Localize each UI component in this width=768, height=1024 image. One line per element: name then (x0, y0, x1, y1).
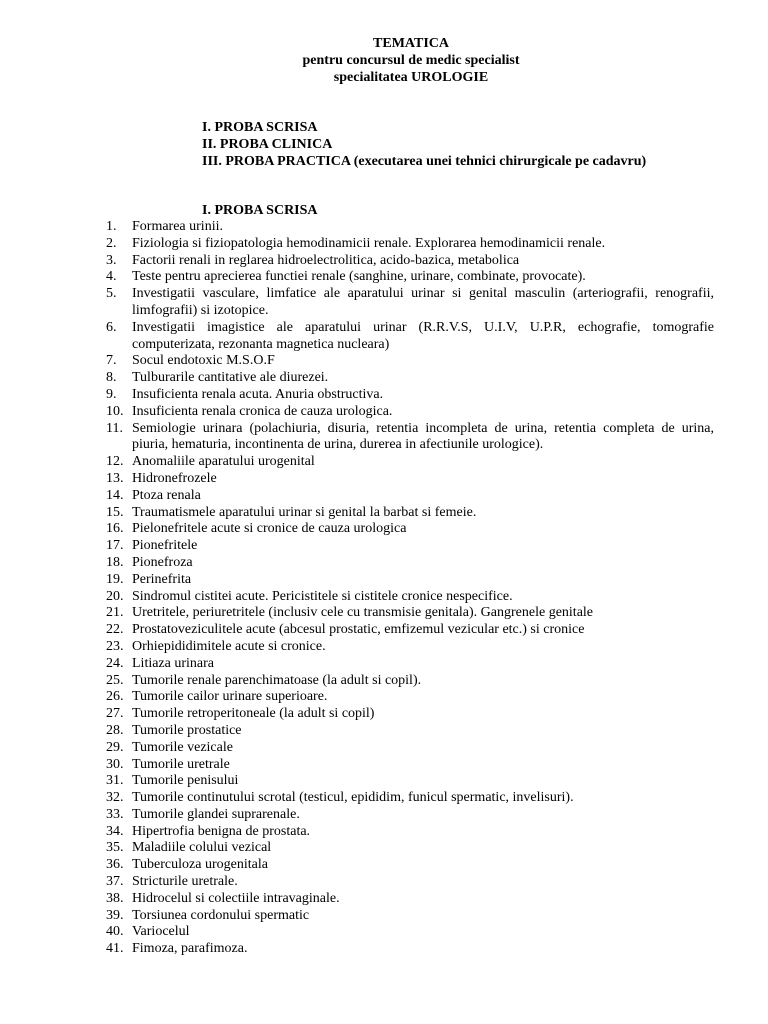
list-item-number: 32. (106, 790, 124, 806)
list-item (106, 605, 714, 622)
list-item-text: Hipertrofia benigna de prostata. (132, 823, 311, 839)
list-item (106, 656, 714, 673)
list-item-number: 7. (106, 353, 117, 369)
list-item-text: Pionefritele (132, 538, 198, 554)
exam-parts-list (202, 119, 646, 170)
list-item (106, 689, 714, 706)
list-item-number: 39. (106, 907, 124, 923)
list-item-text: Hidronefrozele (132, 470, 217, 486)
list-item (106, 219, 714, 236)
list-item-number: 16. (106, 521, 124, 537)
list-item (106, 840, 714, 857)
list-item-text: Variocelul (132, 924, 190, 940)
list-item-number: 41. (106, 941, 124, 957)
list-item-number: 25. (106, 672, 124, 688)
list-item-number: 27. (106, 706, 124, 722)
list-item (106, 589, 714, 606)
list-item-number: 33. (106, 806, 124, 822)
list-item-text: Formarea urinii. (132, 219, 223, 234)
exam-part: I. PROBA SCRISA (202, 120, 318, 135)
document-subtitle: pentru concursul de medic specialist (302, 53, 520, 68)
list-item-text: Torsiunea cordonului spermatic (132, 907, 310, 923)
list-item (106, 387, 714, 404)
list-item-text: Tuberculoza urogenitala (132, 857, 268, 873)
list-item (106, 320, 714, 354)
document-specialty: specialitatea UROLOGIE (333, 70, 489, 85)
list-item (106, 639, 714, 656)
list-item (106, 555, 714, 572)
list-item (106, 740, 714, 757)
list-item-text: Tumorile prostatice (132, 722, 242, 738)
list-item-number: 11. (106, 420, 123, 436)
list-item-text: Investigatii imagistice ale aparatului urinar (R.R.V.S, U.I.V, U.P.R, echografie, tomografie computerizata, rezonanta magnetica nucleara) (132, 319, 714, 352)
list-item-number: 29. (106, 739, 124, 755)
list-item-number: 20. (106, 588, 124, 604)
list-item-number: 36. (106, 857, 124, 873)
list-item-text: Pionefroza (132, 554, 193, 570)
list-item (106, 857, 714, 874)
list-item (106, 269, 714, 286)
list-item-number: 13. (106, 470, 124, 486)
list-item-number: 30. (106, 756, 124, 772)
list-item-text: Insuficienta renala acuta. Anuria obstructiva. (132, 386, 384, 402)
list-item-text: Pielonefritele acute si cronice de cauza urologica (132, 521, 407, 537)
list-item (106, 673, 714, 690)
section-heading: I. PROBA SCRISA (202, 203, 318, 218)
list-item-text: Hidrocelul si colectiile intravaginale. (132, 890, 340, 906)
list-item-text: Tulburarile cantitative ale diurezei. (132, 370, 329, 386)
list-item (106, 286, 714, 320)
list-item-text: Insuficienta renala cronica de cauza urologica. (132, 403, 393, 419)
list-item (106, 471, 714, 488)
list-item-number: 8. (106, 370, 117, 386)
list-item-text: Maladiile colului vezical (132, 840, 272, 856)
list-item (106, 941, 714, 958)
list-item-text: Uretritele, periuretritele (inclusiv cele cu transmisie genitala). Gangrenele genitale (132, 605, 594, 621)
list-item (106, 505, 714, 522)
list-item-number: 5. (106, 286, 117, 302)
list-item (106, 891, 714, 908)
list-item-number: 3. (106, 252, 117, 268)
list-item (106, 404, 714, 421)
list-item-number: 18. (106, 554, 124, 570)
list-item-number: 34. (106, 823, 124, 839)
list-item (106, 757, 714, 774)
list-item (106, 538, 714, 555)
list-item-number: 6. (106, 319, 117, 335)
list-item-text: Tumorile retroperitoneale (la adult si copil) (132, 706, 375, 722)
list-item-text: Semiologie urinara (polachiuria, disuria, retentia incompleta de urina, retentia completa de urina, piuria, hematuria, incontinenta de urina, durerea in afectiunile urologice). (132, 420, 714, 453)
list-item-number: 26. (106, 689, 124, 705)
list-item-number: 1. (106, 219, 117, 234)
list-item-number: 23. (106, 638, 124, 654)
list-item-number: 4. (106, 269, 117, 285)
list-item (106, 253, 714, 270)
list-item (106, 824, 714, 841)
list-item-number: 2. (106, 235, 117, 251)
list-item (106, 454, 714, 471)
document-title: TEMATICA (373, 36, 449, 51)
list-item-text: Fiziologia si fiziopatologia hemodinamicii renale. Explorarea hemodinamicii renale. (132, 235, 606, 251)
list-item-text: Fimoza, parafimoza. (132, 941, 248, 957)
list-item-number: 17. (106, 538, 124, 554)
list-item (106, 706, 714, 723)
list-item-number: 12. (106, 454, 124, 470)
list-item-text: Ptoza renala (132, 487, 201, 503)
list-item (106, 353, 714, 370)
list-item (106, 622, 714, 639)
list-item-text: Tumorile renale parenchimatoase (la adult si copil). (132, 672, 422, 688)
exam-part: III. PROBA PRACTICA (executarea unei tehnici chirurgicale pe cadavru) (202, 154, 647, 169)
list-item (106, 572, 714, 589)
list-item-text: Tumorile penisului (132, 773, 239, 789)
list-item-number: 31. (106, 773, 124, 789)
list-item-text: Stricturile uretrale. (132, 874, 238, 890)
list-item (106, 908, 714, 925)
topic-list (106, 219, 714, 958)
list-item-text: Prostatoveziculitele acute (abcesul prostatic, emfizemul vezicular etc.) si cronice (132, 622, 585, 638)
list-item-text: Tumorile cailor urinare superioare. (132, 689, 328, 705)
list-item-text: Tumorile continutului scrotal (testicul, epididim, funicul spermatic, invelisuri). (132, 790, 574, 806)
list-item (106, 521, 714, 538)
list-item-number: 10. (106, 403, 124, 419)
list-item (106, 421, 714, 455)
list-item-number: 37. (106, 874, 124, 890)
list-item-number: 38. (106, 890, 124, 906)
list-item-text: Sindromul cistitei acute. Pericistitele si cistitele cronice nespecifice. (132, 588, 513, 604)
list-item-number: 9. (106, 386, 117, 402)
list-item-text: Anomaliile aparatului urogenital (132, 454, 315, 470)
list-item-number: 22. (106, 622, 124, 638)
list-item-number: 21. (106, 605, 124, 621)
list-item-text: Litiaza urinara (132, 655, 215, 671)
list-item-number: 24. (106, 655, 124, 671)
list-item-number: 15. (106, 504, 124, 520)
list-item-text: Orhiepididimitele acute si cronice. (132, 638, 326, 654)
list-item (106, 790, 714, 807)
list-item-text: Teste pentru aprecierea functiei renale (sanghine, urinare, combinate, provocate). (132, 269, 586, 285)
list-item (106, 773, 714, 790)
list-item (106, 236, 714, 253)
exam-part: II. PROBA CLINICA (202, 137, 333, 152)
list-item-text: Factorii renali in reglarea hidroelectrolitica, acido-bazica, metabolica (132, 252, 520, 268)
list-item-text: Tumorile uretrale (132, 756, 230, 772)
list-item-text: Tumorile glandei suprarenale. (132, 806, 300, 822)
list-item-number: 35. (106, 840, 124, 856)
list-item-number: 28. (106, 722, 124, 738)
list-item-number: 40. (106, 924, 124, 940)
list-item (106, 924, 714, 941)
list-item-text: Perinefrita (132, 571, 192, 587)
list-item-text: Traumatismele aparatului urinar si genital la barbat si femeie. (132, 504, 477, 520)
list-item-text: Socul endotoxic M.S.O.F (132, 353, 275, 369)
list-item (106, 874, 714, 891)
list-item-text: Tumorile vezicale (132, 739, 233, 755)
list-item (106, 488, 714, 505)
list-item (106, 723, 714, 740)
list-item-number: 14. (106, 487, 124, 503)
list-item (106, 807, 714, 824)
list-item (106, 370, 714, 387)
list-item-text: Investigatii vasculare, limfatice ale aparatului urinar si genital masculin (arteriografii, renografii, limfografii) si izotopice. (132, 286, 714, 318)
list-item-number: 19. (106, 571, 124, 587)
document-header (0, 35, 768, 86)
